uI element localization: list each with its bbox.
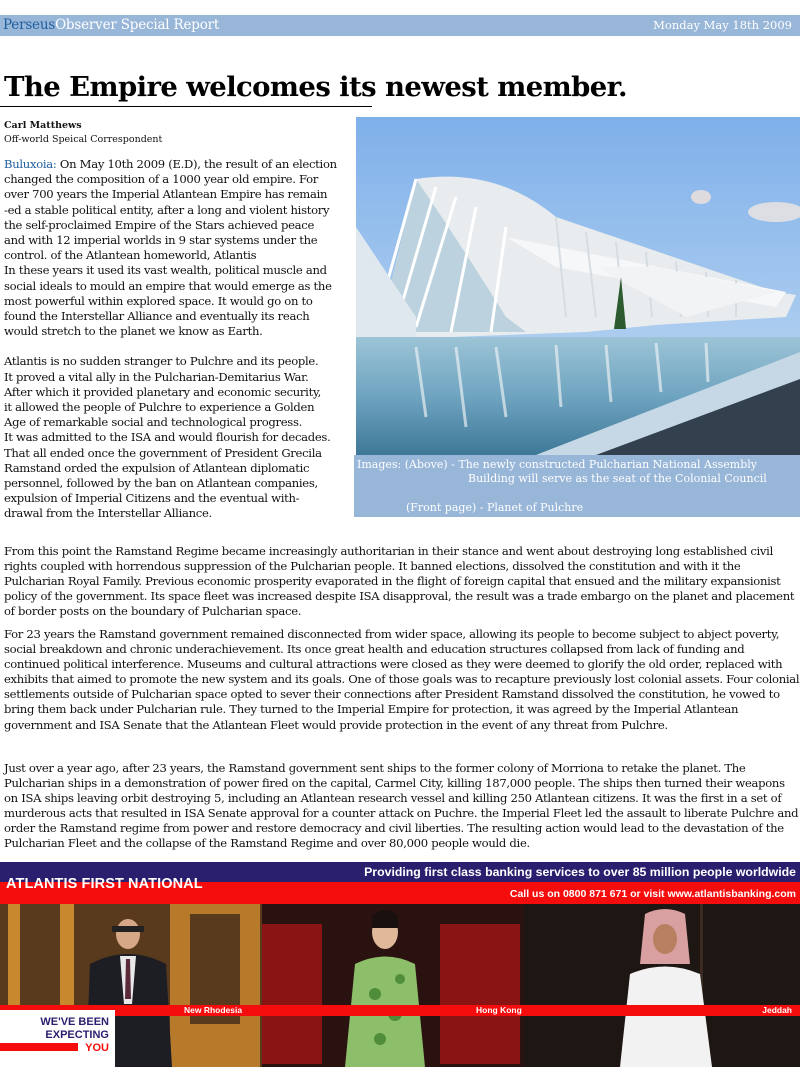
ad-tagline: Providing first class banking services to over 85 million people worldwide [364, 865, 796, 879]
caption-line-2: Building will serve as the seat of the Colonial Council [468, 472, 767, 485]
byline [4, 119, 162, 147]
paragraph-intro [4, 157, 356, 339]
masthead-bar [0, 15, 800, 36]
paragraph-isolation: For 23 years the Ramstand government remained disconnected from wider space, allowing its people to become subject to abject poverty, social breakdown and chronic underachievement. Its once great health and education structures collapsed from lack of funding and continued political interference. Museums and cultural attractions were closed as they were deemed to glorify the old order, replaced with exhibits that aimed to promote the new system and its goals. One of those goals was to recapture previously lost colonial assets. Four colonial settlements outside of Pulcharian space opted to sever their connections after President Ramstand dissolved the constitution, he vowed to bring them back under Pulcharian rule. They turned to the Imperial Empire for protection, it was agreed by the Imperial Atlantean government and ISA Senate that the Atlantean Fleet would provide protection in the event of any threat from Pulchre. [4, 627, 800, 732]
brand-subtitle: Observer Special Report [55, 17, 220, 33]
paragraph-history: Atlantis is no sudden stranger to Pulchre and its people. It proved a vital ally in the Pulcharian-Demitarius War. After which it provided planetary and economic security, it allowed the people of Pulchre to experience a Golden Age of remarkable social and technological progress. It was admitted to the ISA and would flourish for decades. That all ended once the government of President Grecila Ramstand orded the expulsion of Atlantean diplomatic personnel, followed by the ban on Atlantean companies, expulsion of Imperial Citizens and the eventual with- drawal from the Interstellar Alliance. [4, 354, 331, 521]
caption-line-1: Images: (Above) - The newly constructed Pulcharian National Assembly [357, 458, 758, 471]
ad-city-label: New Rhodesia [184, 1005, 243, 1015]
ad-city-label: Jeddah [762, 1005, 792, 1015]
paragraph-regime: From this point the Ramstand Regime became increasingly authoritarian in their stance and went about destroying long established civil rights coupled with horrendous suppression of the Pulcharian people. It banned elections, dissolved the constitution and with it the Pulcharian Royal Family. Previous economic prosperity evaporated in the flight of foreign capital that ensued and the military expansionist policy of the government. Its space fleet was increased despite ISA disapproval, the result was a trade embargo on the planet and placement of border posts on the boundary of Pulcharian space. [4, 544, 795, 619]
paragraph-conflict: Just over a year ago, after 23 years, the Ramstand government sent ships to the former colony of Morriona to retake the planet. The Pulcharian ships in a demonstration of power fired on the capital, Carmel City, killing 187,000 people. The ships then turned their weapons on ISA ships leaving orbit destroying 5, including an Atlantean research vessel and killing 250 Atlantean citizens. It was the first in a set of murderous acts that resulted in ISA Senate approval for a counter attack on Puchre. the Imperial Fleet led the assault to liberate Pulchre and order the Ramstand regime from power and restore democracy and civil liberties. The resulting action would lead to the devastation of the Pulcharian Fleet and the collapse of the Ramstand Regime and over 80,000 people would die. [4, 761, 799, 851]
cloud [691, 190, 711, 204]
ad-slogan-bar [0, 1043, 78, 1051]
ad-slogan-line: EXPECTING [45, 1029, 109, 1041]
intro-column [4, 157, 356, 522]
building-illustration [356, 117, 800, 455]
headline-rule [0, 106, 372, 107]
headline: The Empire welcomes its newest member. [4, 71, 627, 103]
author-name: Carl Matthews [4, 120, 82, 131]
dateline: Buluxoia: [4, 157, 57, 171]
publication-title [3, 17, 219, 34]
author-title: Off-world Speical Correspondent [4, 134, 163, 145]
paragraph-intro-text: On May 10th 2009 (E.D), the result of an election changed the composition of a 1000 year old empire. For over 700 years the Imperial Atlantean Empire has remain -ed a stable political entity, after a long and violent history the self-proclaimed Empire of the Stars achieved peace and with 12 imperial worlds in 9 star systems under the control. of the Atlantean homeworld, Atlantis In these years it used its vast wealth, political muscle and social ideals to mould an empire that would emerge as the most powerful within explored space. It would go on to found the Interstellar Alliance and eventually its reach would stretch to the planet we know as Earth. [4, 157, 337, 339]
ad-slogan-box [0, 1010, 115, 1067]
bank-advertisement[interactable] [0, 862, 800, 1067]
ad-slogan-line: YOU [85, 1042, 109, 1054]
issue-date: Monday May 18th 2009 [653, 18, 792, 32]
assembly-building-photo [356, 117, 800, 455]
ad-city-label: Hong Kong [476, 1005, 522, 1015]
caption-line-3: (Front page) - Planet of Pulchre [406, 501, 584, 514]
ad-bank-name: ATLANTIS FIRST NATIONAL [6, 876, 203, 892]
brand-name: Perseus [3, 17, 56, 33]
ad-photo-strip [0, 904, 800, 1067]
ad-slogan-line: WE'VE BEEN [40, 1016, 109, 1028]
ad-city-strip [0, 1005, 800, 1016]
ad-contact: Call us on 0800 871 671 or visit www.atlantisbanking.com [509, 888, 796, 900]
photo-caption [354, 455, 800, 517]
